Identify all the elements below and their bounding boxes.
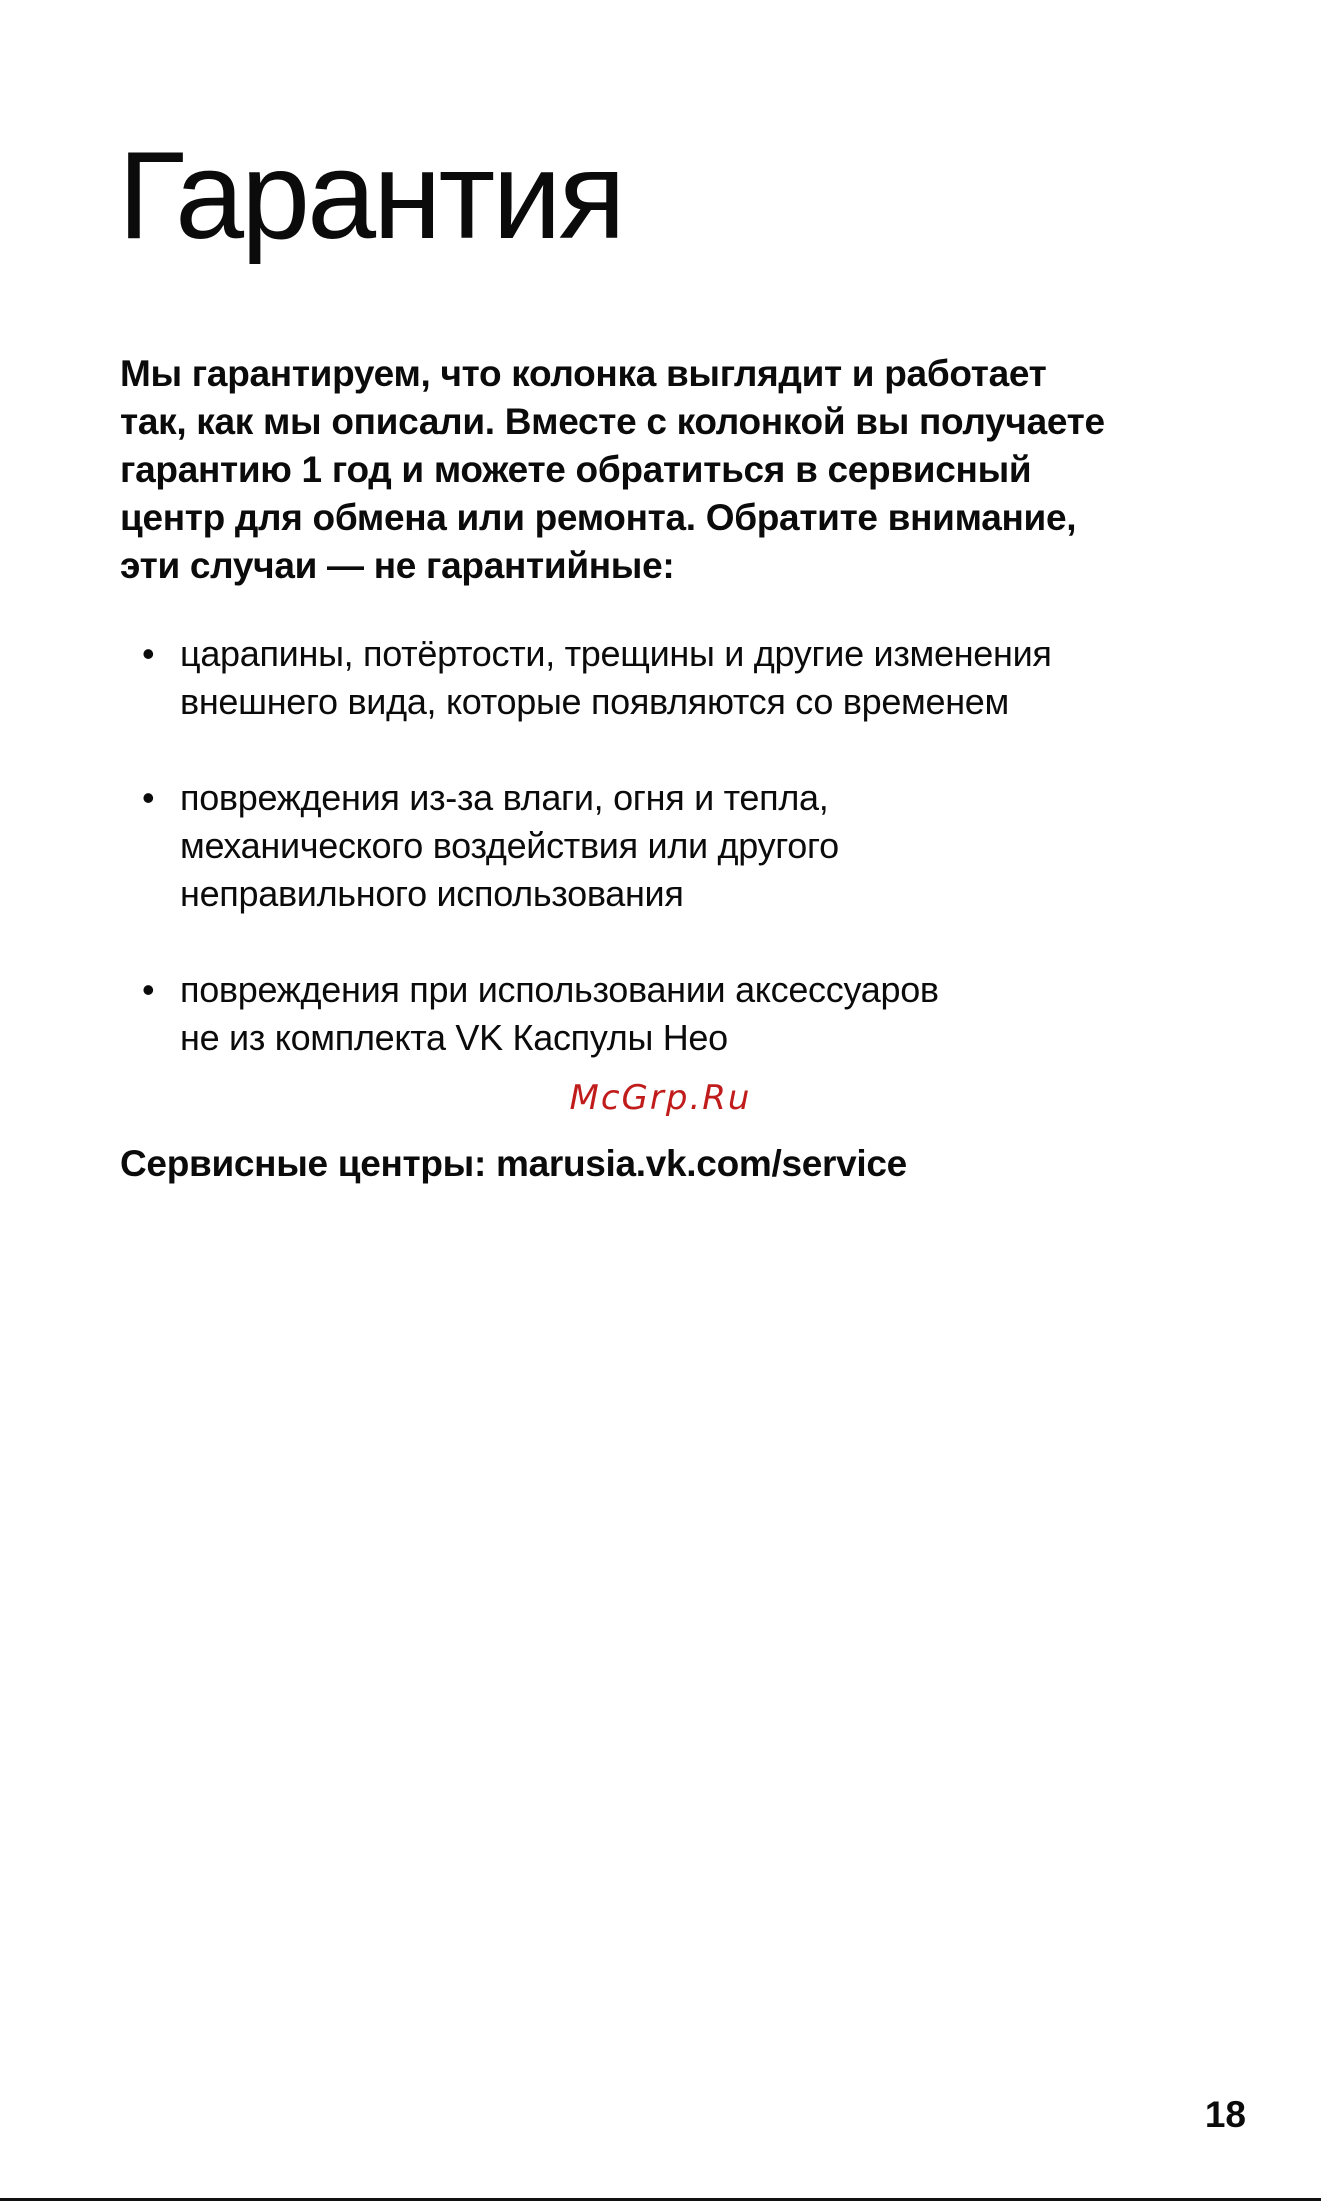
intro-line: Мы гарантируем, что колонка выглядит и работает [120, 353, 1047, 394]
bullet-icon: • [142, 777, 155, 818]
list-item-line: механического воздействия или другого [180, 825, 839, 866]
list-item [120, 774, 1250, 918]
list-item-line: не из комплекта VK Каспулы Нео [180, 1017, 728, 1058]
list-item [120, 630, 1250, 726]
intro-line: так, как мы описали. Вместе с колонкой вы получаете [120, 401, 1105, 442]
list-item-line: внешнего вида, которые появляются со временем [180, 681, 1009, 722]
exclusions-list [120, 630, 1250, 1110]
service-centers-link[interactable]: Сервисные центры: marusia.vk.com/service [120, 1143, 907, 1184]
page-number: 18 [1204, 2094, 1246, 2135]
intro-line: эти случаи — не гарантийные: [120, 545, 675, 586]
intro-line: центр для обмена или ремонта. Обратите внимание, [120, 497, 1077, 538]
list-item-line: повреждения при использовании аксессуаров [180, 969, 939, 1010]
watermark: McGrp.Ru [569, 1078, 752, 1118]
list-item-line: неправильного использования [180, 873, 684, 914]
bullet-icon: • [142, 969, 155, 1010]
intro-line: гарантию 1 год и можете обратиться в сервисный [120, 449, 1032, 490]
page-title: Гарантия [118, 127, 623, 265]
list-item [120, 966, 1250, 1062]
intro-paragraph [120, 350, 1240, 590]
bullet-icon: • [142, 633, 155, 674]
list-item-line: царапины, потёртости, трещины и другие изменения [180, 633, 1052, 674]
list-item-line: повреждения из-за влаги, огня и тепла, [180, 777, 829, 818]
